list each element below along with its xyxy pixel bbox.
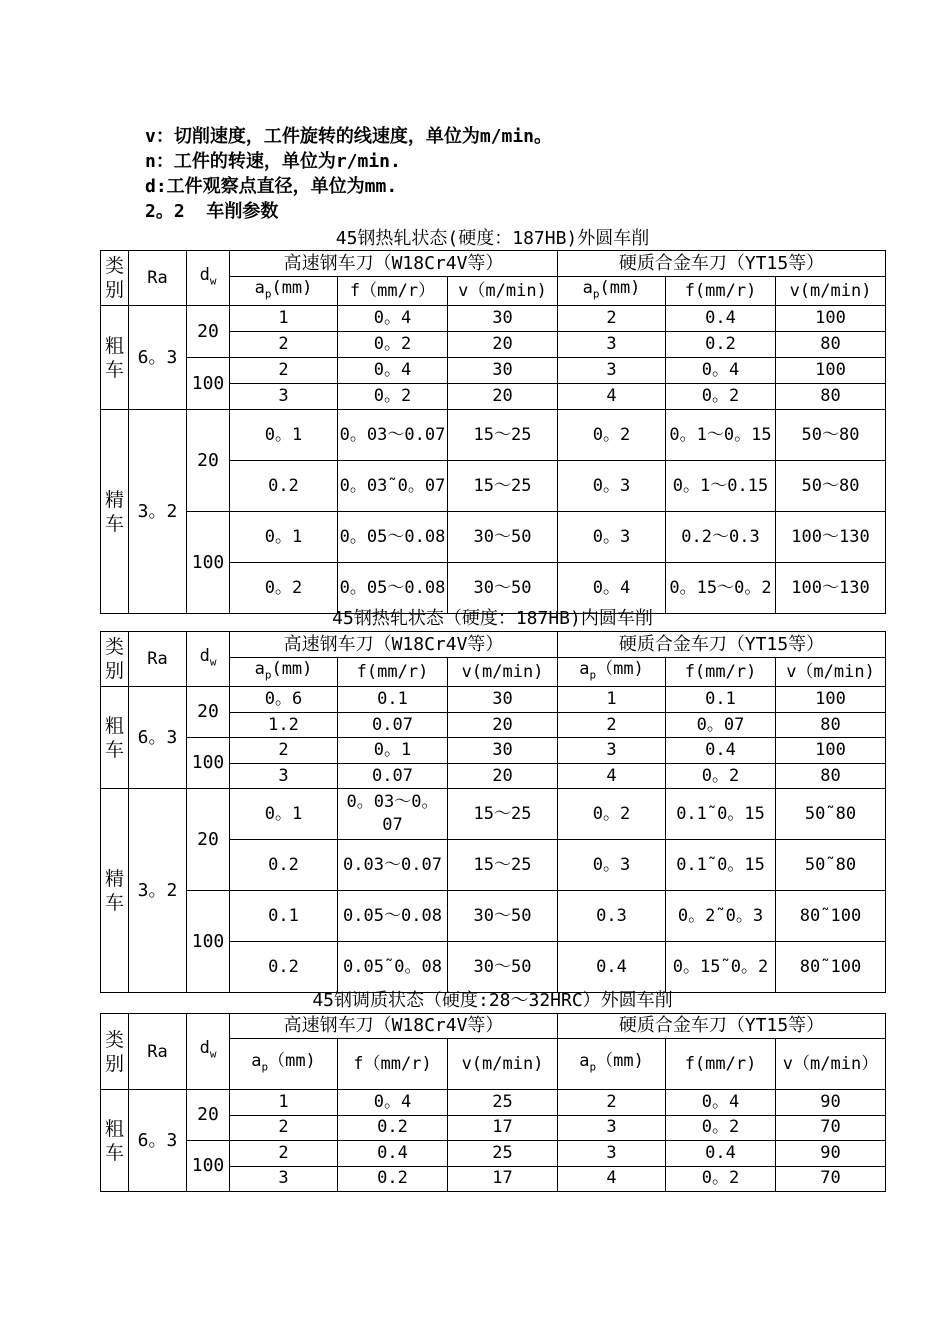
rough-ra-value: 6。3: [129, 1090, 187, 1192]
cell-value: 3: [230, 1166, 338, 1192]
cell-value: 30: [448, 306, 558, 332]
column-header-0-subscript: p: [264, 287, 272, 301]
cell-value: 0。6: [230, 687, 338, 713]
cell-value: 15～25: [448, 461, 558, 512]
cell-value: 20: [448, 332, 558, 358]
table-row: [101, 410, 886, 461]
cell-value: 0.1: [666, 687, 776, 713]
column-header-1: f（mm/r): [338, 1039, 448, 1090]
carbide-tool-group-header: 硬质合金车刀（YT15等）: [558, 251, 886, 277]
finish-ra-value: 3。2: [129, 789, 187, 993]
cell-value: 30: [448, 687, 558, 713]
column-header-5: v(m/min): [776, 277, 886, 306]
table-row: [101, 687, 886, 713]
column-header-1: f（mm/r）: [338, 277, 448, 306]
cell-value: 0.2: [230, 942, 338, 993]
table-row: [101, 789, 886, 840]
cell-value: 0。2: [338, 384, 448, 410]
cell-value: 0.4: [338, 1141, 448, 1167]
cell-value: 100～130: [776, 512, 886, 563]
cell-value: 3: [558, 358, 666, 384]
cell-value: 0。05～0.08: [338, 512, 448, 563]
finish-turning-label: 精 车: [101, 789, 129, 993]
type-header: 类 别: [101, 251, 129, 306]
ra-header: Ra: [129, 1014, 187, 1090]
cell-value: 0。2: [558, 410, 666, 461]
column-header-0: $a_p(mm)$: [230, 1039, 338, 1090]
cell-value: 0.2: [338, 1166, 448, 1192]
cell-value: 30～50: [448, 891, 558, 942]
cell-value: 1: [230, 1090, 338, 1116]
cell-value: 4: [558, 763, 666, 789]
cell-value: 0.2: [338, 1115, 448, 1141]
cell-value: 0.2～0.3: [666, 512, 776, 563]
cell-value: 2: [230, 738, 338, 764]
cell-value: 0。03˜0。07: [338, 461, 448, 512]
intro-line-n: n：工件的转速，单位为r/min.: [145, 151, 401, 172]
cell-value: 0.2: [230, 840, 338, 891]
cell-value: 100: [776, 306, 886, 332]
column-header-4: f(mm/r): [666, 1039, 776, 1090]
rough-turning-label: 粗 车: [101, 306, 129, 410]
cell-value: 80: [776, 763, 886, 789]
cell-value: 0。1: [230, 410, 338, 461]
cell-value: 0。3: [558, 512, 666, 563]
cell-value: 2: [230, 358, 338, 384]
dw-value: 100: [187, 358, 230, 410]
cell-value: 0.1: [338, 687, 448, 713]
cell-value: 0.2: [230, 461, 338, 512]
cell-value: 2: [558, 712, 666, 738]
cell-value: 2: [230, 1141, 338, 1167]
cell-value: 30～50: [448, 512, 558, 563]
hss-tool-group-header: 高速钢车刀（W18Cr4V等）: [230, 1014, 558, 1039]
intro-text: [145, 124, 552, 224]
column-header-3: $a_p(mm)$: [558, 1039, 666, 1090]
rough-turning-label: 粗 车: [101, 1090, 129, 1192]
cell-value: 0。4: [338, 1090, 448, 1116]
cell-value: 3: [558, 332, 666, 358]
cell-value: 100～130: [776, 563, 886, 614]
hss-tool-group-header: 高速钢车刀（W18Cr4V等）: [230, 632, 558, 658]
dw-header-subscript: w: [209, 655, 217, 669]
dw-value: 20: [187, 687, 230, 738]
rough-ra-value: 6。3: [129, 306, 187, 410]
cell-value: 0.1: [230, 891, 338, 942]
cell-value: 2: [558, 306, 666, 332]
cell-value: 50˜80: [776, 789, 886, 840]
cell-value: 0。1: [230, 789, 338, 840]
dw-value: 20: [187, 1090, 230, 1141]
table-row: [101, 358, 886, 384]
type-header: 类 别: [101, 1014, 129, 1090]
cell-value: 20: [448, 763, 558, 789]
finish-turning-label: 精 车: [101, 410, 129, 614]
table1-outer-turning-hot-rolled: [100, 250, 886, 614]
carbide-tool-group-header: 硬质合金车刀（YT15等）: [558, 632, 886, 658]
dw-value: 100: [187, 891, 230, 993]
cell-value: 0.4: [666, 1141, 776, 1167]
cell-value: 2: [230, 1115, 338, 1141]
table2-caption: 45钢热轧状态（硬度：187HB)内圆车削: [332, 608, 653, 629]
cell-value: 50～80: [776, 410, 886, 461]
cell-value: 0。2: [666, 384, 776, 410]
table-row: [101, 738, 886, 764]
cell-value: 0.1˜0。15: [666, 840, 776, 891]
cell-value: 30～50: [448, 942, 558, 993]
cell-value: 100: [776, 358, 886, 384]
cell-value: 2: [558, 1090, 666, 1116]
cell-value: 0。2: [666, 1115, 776, 1141]
table2-inner-turning-hot-rolled: [100, 631, 886, 993]
cell-value: 25: [448, 1141, 558, 1167]
dw-value: 100: [187, 1141, 230, 1192]
cell-value: 0。03～0。07: [338, 789, 448, 840]
cell-value: 30～50: [448, 563, 558, 614]
table-row: [101, 1090, 886, 1116]
column-header-3: $a_p(mm)$: [558, 658, 666, 687]
section-heading: 2。2 车削参数: [145, 201, 279, 222]
cell-value: 0。3: [558, 840, 666, 891]
cell-value: 0。1: [338, 738, 448, 764]
cell-value: 4: [558, 384, 666, 410]
intro-line-d: d:工件观察点直径，单位为mm.: [145, 176, 398, 197]
cell-value: 15～25: [448, 840, 558, 891]
column-header-0: $a_p(mm)$: [230, 658, 338, 687]
cell-value: 0。2˜0。3: [666, 891, 776, 942]
cell-value: 3: [558, 1115, 666, 1141]
cell-value: 0.05˜0。08: [338, 942, 448, 993]
cell-value: 50˜80: [776, 840, 886, 891]
ra-header: Ra: [129, 632, 187, 687]
rough-turning-label: 粗 车: [101, 687, 129, 789]
cell-value: 0。03～0.07: [338, 410, 448, 461]
ra-header: Ra: [129, 251, 187, 306]
cell-value: 0。2: [558, 789, 666, 840]
cell-value: 0。15～0。2: [666, 563, 776, 614]
column-header-3: $a_p(mm)$: [558, 277, 666, 306]
cell-value: 0.07: [338, 712, 448, 738]
table-row: [101, 512, 886, 563]
column-header-3-subscript: p: [592, 287, 600, 301]
cell-value: 0。4: [338, 358, 448, 384]
cell-value: 4: [558, 1166, 666, 1192]
type-header: 类 别: [101, 632, 129, 687]
table1-caption: 45钢热轧状态(硬度：187HB)外圆车削: [335, 228, 650, 249]
cell-value: 0。2: [338, 332, 448, 358]
cell-value: 20: [448, 384, 558, 410]
cell-value: 100: [776, 738, 886, 764]
cell-value: 0.03～0.07: [338, 840, 448, 891]
table-row: [101, 1141, 886, 1167]
cell-value: 25: [448, 1090, 558, 1116]
cell-value: 0。1～0.15: [666, 461, 776, 512]
intro-line-v: v：切削速度，工件旋转的线速度，单位为m/min。: [145, 126, 553, 147]
column-header-5: v（m/min）: [776, 1039, 886, 1090]
cell-value: 3: [230, 384, 338, 410]
cell-value: 20: [448, 712, 558, 738]
hss-tool-group-header: 高速钢车刀（W18Cr4V等）: [230, 251, 558, 277]
dw-value: 20: [187, 410, 230, 512]
column-header-5: v（m/min): [776, 658, 886, 687]
cell-value: 0。1～0。15: [666, 410, 776, 461]
column-header-3-subscript: p: [589, 668, 597, 682]
cell-value: 1: [558, 687, 666, 713]
table3-caption: 45钢调质状态（硬度:28～32HRC）外圆车削: [312, 990, 673, 1011]
cell-value: 0。2: [666, 763, 776, 789]
cell-value: 80: [776, 712, 886, 738]
cell-value: 0。2: [230, 563, 338, 614]
dw-header-subscript: w: [209, 274, 217, 288]
dw-value: 100: [187, 738, 230, 789]
cell-value: 0。4: [666, 1090, 776, 1116]
cell-value: 1: [230, 306, 338, 332]
dw-header: $d_w$: [187, 632, 230, 687]
cell-value: 17: [448, 1166, 558, 1192]
cell-value: 90: [776, 1141, 886, 1167]
cell-value: 0。4: [338, 306, 448, 332]
dw-header-subscript: w: [209, 1047, 217, 1061]
cell-value: 90: [776, 1090, 886, 1116]
cell-value: 17: [448, 1115, 558, 1141]
dw-value: 100: [187, 512, 230, 614]
cell-value: 1.2: [230, 712, 338, 738]
cell-value: 0。4: [666, 358, 776, 384]
cell-value: 0。15˜0。2: [666, 942, 776, 993]
cell-value: 30: [448, 358, 558, 384]
column-header-3-subscript: p: [589, 1060, 597, 1074]
cell-value: 80: [776, 332, 886, 358]
cell-value: 0。07: [666, 712, 776, 738]
rough-ra-value: 6。3: [129, 687, 187, 789]
table-row: [101, 891, 886, 942]
cell-value: 15～25: [448, 410, 558, 461]
column-header-4: f(mm/r): [666, 277, 776, 306]
cell-value: 30: [448, 738, 558, 764]
cell-value: 3: [558, 1141, 666, 1167]
cell-value: 80˜100: [776, 891, 886, 942]
cell-value: 0。1: [230, 512, 338, 563]
cell-value: 0。4: [558, 563, 666, 614]
cell-value: 0.4: [666, 738, 776, 764]
cell-value: 80˜100: [776, 942, 886, 993]
cell-value: 0.4: [666, 306, 776, 332]
cell-value: 0。05～0.08: [338, 563, 448, 614]
column-header-4: f(mm/r): [666, 658, 776, 687]
cell-value: 0。3: [558, 461, 666, 512]
cell-value: 2: [230, 332, 338, 358]
cell-value: 3: [558, 738, 666, 764]
table-row: [101, 306, 886, 332]
cell-value: 70: [776, 1166, 886, 1192]
column-header-0-subscript: p: [264, 668, 272, 682]
column-header-1: f(mm/r): [338, 658, 448, 687]
cell-value: 0.4: [558, 942, 666, 993]
cell-value: 3: [230, 763, 338, 789]
column-header-2: v(m/min): [448, 658, 558, 687]
cell-value: 0.05～0.08: [338, 891, 448, 942]
column-header-2: v（m/min): [448, 277, 558, 306]
column-header-0: $a_p(mm)$: [230, 277, 338, 306]
carbide-tool-group-header: 硬质合金车刀（YT15等）: [558, 1014, 886, 1039]
cell-value: 0.07: [338, 763, 448, 789]
cell-value: 15～25: [448, 789, 558, 840]
column-header-0-subscript: p: [261, 1060, 269, 1074]
cell-value: 0.1˜0。15: [666, 789, 776, 840]
finish-ra-value: 3。2: [129, 410, 187, 614]
cell-value: 0.2: [666, 332, 776, 358]
cell-value: 80: [776, 384, 886, 410]
cell-value: 50～80: [776, 461, 886, 512]
dw-header: $d_w$: [187, 251, 230, 306]
dw-header: $d_w$: [187, 1014, 230, 1090]
cell-value: 0。2: [666, 1166, 776, 1192]
cell-value: 100: [776, 687, 886, 713]
cell-value: 70: [776, 1115, 886, 1141]
dw-value: 20: [187, 789, 230, 891]
table3-outer-turning-quenched: [100, 1013, 886, 1192]
cell-value: 0.3: [558, 891, 666, 942]
column-header-2: v(m/min): [448, 1039, 558, 1090]
dw-value: 20: [187, 306, 230, 358]
